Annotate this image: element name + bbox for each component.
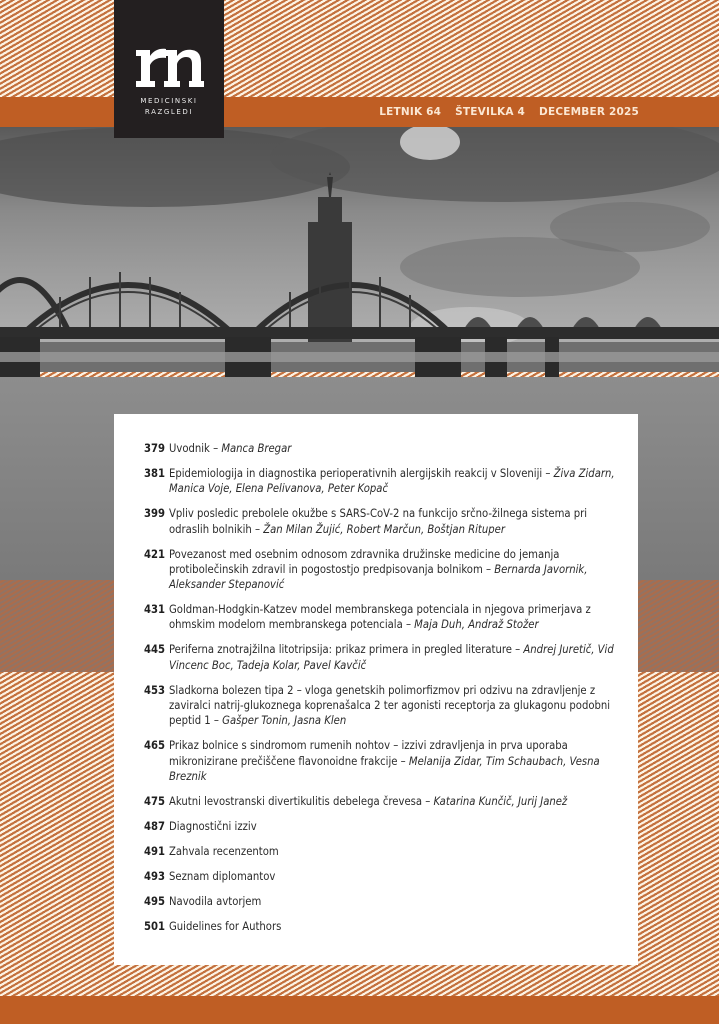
toc-entry[interactable] [144, 602, 624, 633]
toc-title: Diagnostični izziv [169, 819, 257, 833]
toc-title: Goldman-Hodgkin-Katzev model membranskega potenciala in njegova primerjava z ohmskim modelom membranskega potenciala – [169, 603, 591, 632]
toc-authors: Maja Duh, Andraž Stožer [414, 618, 539, 632]
toc-authors: Gašper Tonin, Jasna Klen [222, 714, 347, 728]
issue-volume: LETNIK 64 [379, 106, 442, 118]
toc-page-number: 379 [144, 442, 166, 455]
journal-name-line1: MEDICINSKI [140, 97, 198, 105]
toc-page-number: 453 [144, 683, 166, 697]
toc-page-number: 465 [144, 739, 166, 753]
toc-title: Povezanost med osebnim odnosom zdravnika družinske medicine do jemanja protibolečinskih zdravil in pogostostjo predpisovanja bolnikom – [169, 547, 560, 576]
toc-title: Vpliv posledic prebolele okužbe s SARS-CoV-2 na funkcijo srčno-žilnega sistema pri odraslih bolnikih – [169, 507, 588, 536]
toc-title: Zahvala recenzentom [169, 844, 279, 858]
toc-title: Prikaz bolnice s sindromom rumenih nohtov – izzivi zdravljenja in prva uporaba mikronizirane prečiščene flavonoidne frakcije – [169, 739, 568, 768]
toc-title: Epidemiologija in diagnostika perioperativnih alergijskih reakcij v Sloveniji – [169, 466, 554, 480]
issue-info [379, 97, 639, 127]
toc-page-number: 495 [144, 894, 166, 908]
toc-entry[interactable] [144, 894, 624, 909]
toc-entry[interactable] [144, 869, 624, 884]
toc-authors: Žan Milan Žujić, Robert Marčun, Boštjan Rituper [263, 522, 505, 536]
toc-entry[interactable] [144, 642, 624, 673]
toc-page-number: 493 [144, 869, 166, 883]
toc-page-number: 491 [144, 844, 166, 858]
toc-entry[interactable] [144, 794, 624, 809]
toc-authors: Živa Zidarn, Manica Voje, Elena Pelivanova, Peter Kopač [169, 466, 615, 496]
toc-title: Navodila avtorjem [169, 894, 262, 908]
toc-entry[interactable] [144, 683, 624, 729]
toc-page-number: 445 [144, 643, 166, 657]
toc-authors: Melanija Zidar, Tim Schaubach, Vesna Breznik [169, 754, 600, 783]
toc-page-number: 475 [144, 794, 166, 808]
toc-page-number: 421 [144, 547, 166, 561]
toc-authors: Andrej Juretič, Vid Vincenc Boc, Tadeja Kolar, Pavel Kavčič [169, 643, 614, 672]
toc-entry[interactable] [144, 738, 624, 784]
toc-title: Akutni levostranski divertikulitis debelega črevesa – [169, 794, 434, 808]
toc-title: Uvodnik – [169, 442, 222, 455]
toc-page-number: 381 [144, 466, 166, 480]
toc-authors: Bernarda Javornik, Aleksander Stepanović [169, 562, 588, 592]
issue-number: ŠTEVILKA 4 [455, 106, 526, 118]
toc-entry[interactable] [144, 506, 624, 537]
bottom-band [0, 996, 719, 1024]
issue-date: DECEMBER 2025 [539, 106, 639, 118]
toc-entry[interactable] [144, 466, 624, 497]
toc-page-number: 399 [144, 507, 166, 521]
toc-authors: Katarina Kunčič, Jurij Janež [433, 794, 568, 808]
toc-title: Seznam diplomantov [169, 869, 276, 883]
toc-title: Guidelines for Authors [169, 919, 282, 933]
table-of-contents [114, 414, 638, 965]
journal-name [140, 96, 197, 118]
toc-entry[interactable] [144, 441, 624, 456]
logo-mark-icon [134, 46, 204, 88]
toc-entry[interactable] [144, 819, 624, 834]
toc-authors: Manca Bregar [221, 442, 292, 455]
toc-list [144, 441, 624, 944]
toc-entry[interactable] [144, 547, 624, 593]
toc-page-number: 487 [144, 819, 166, 833]
toc-entry[interactable] [144, 919, 624, 934]
toc-page-number: 431 [144, 603, 166, 617]
journal-logo [114, 0, 224, 138]
toc-title: Periferna znotrajžilna litotripsija: prikaz primera in pregled literature – [169, 643, 524, 657]
toc-title: Sladkorna bolezen tipa 2 – vloga genetskih polimorfizmov pri odzivu na zdravljenje z zaviralci natrij-glukoznega koprenašalca 2 ter agonisti receptorja za glukagonu podobni peptid 1 – [169, 683, 611, 728]
journal-name-line2: RAZGLEDI [144, 108, 194, 116]
toc-entry[interactable] [144, 844, 624, 859]
toc-page-number: 501 [144, 919, 166, 933]
